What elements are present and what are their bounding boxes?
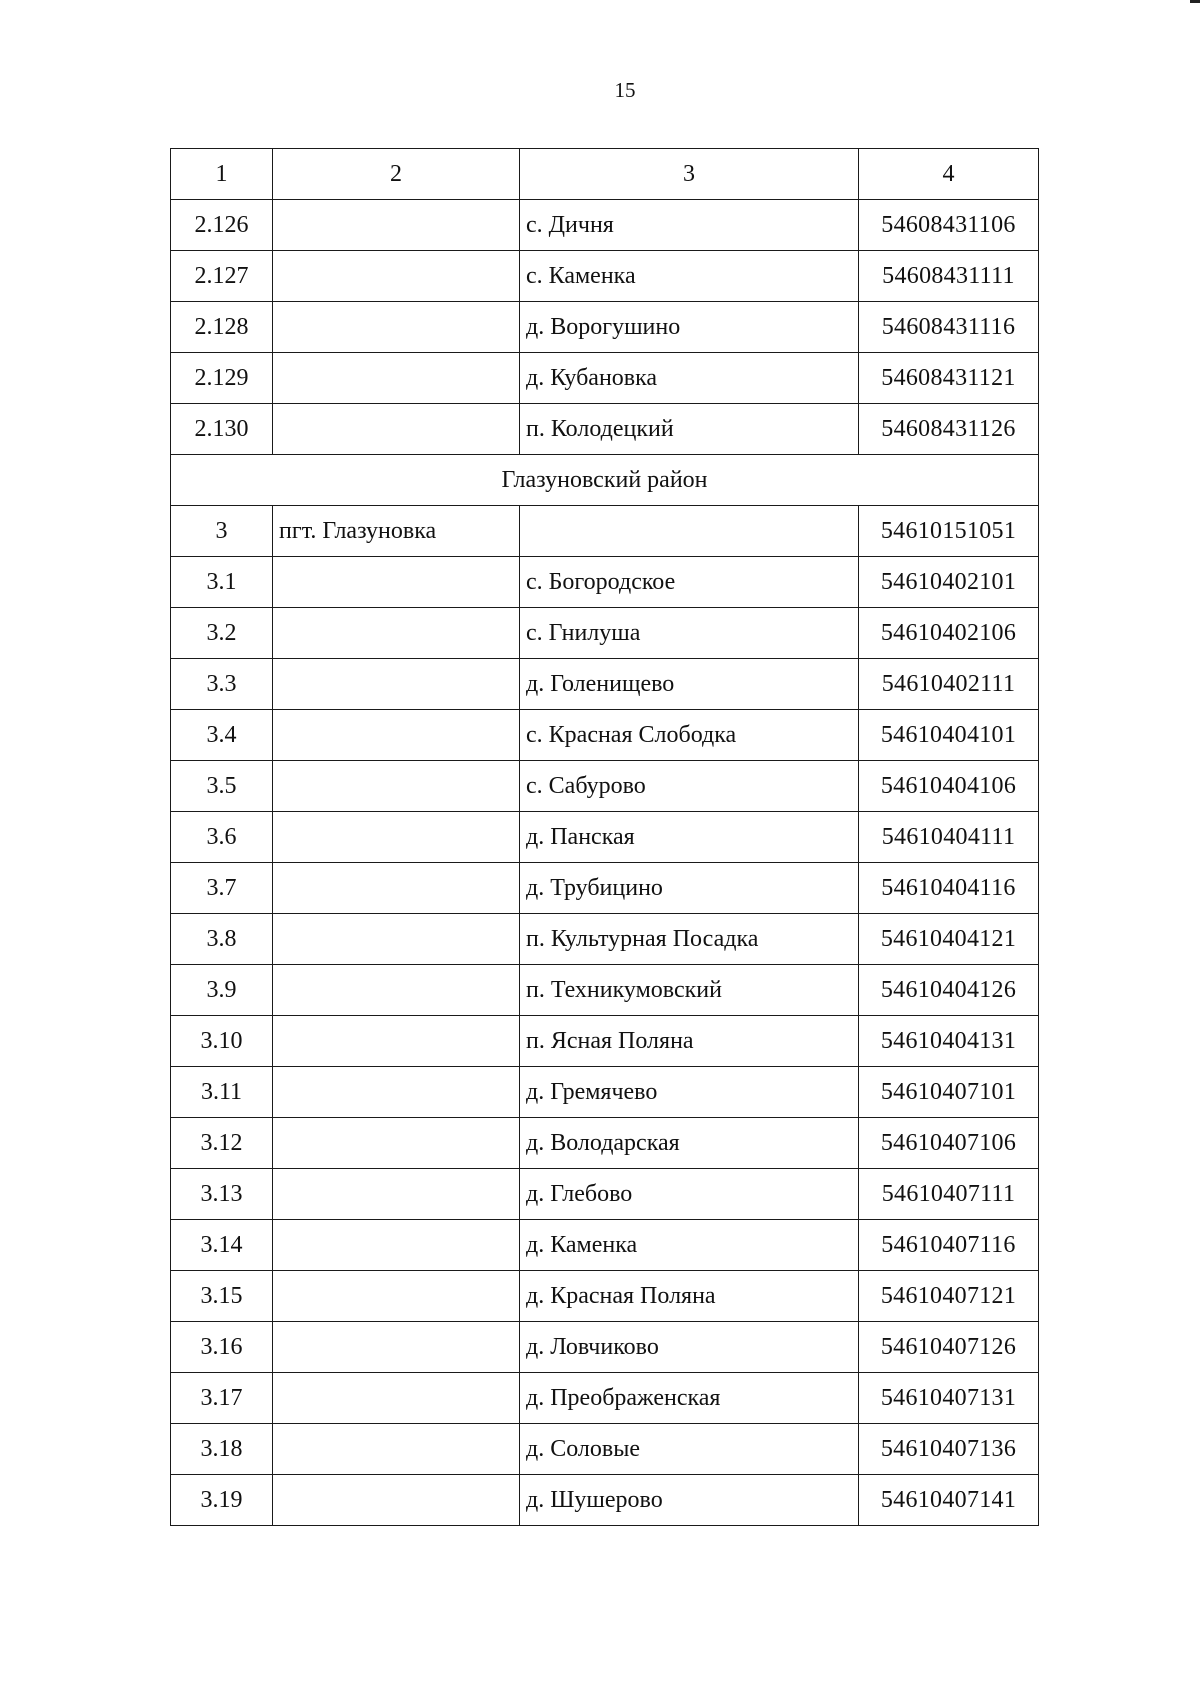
table-row — [171, 659, 1039, 710]
row-number: 3.16 — [171, 1322, 273, 1373]
settlement-name — [273, 1067, 520, 1118]
header-row — [171, 149, 1039, 200]
section-row — [171, 455, 1039, 506]
settlement-name: пгт. Глазуновка — [273, 506, 520, 557]
table-row — [171, 302, 1039, 353]
settlement-name — [273, 1322, 520, 1373]
place-name: д. Ворогушино — [520, 302, 859, 353]
row-number: 3.4 — [171, 710, 273, 761]
place-name: с. Каменка — [520, 251, 859, 302]
table-row — [171, 1067, 1039, 1118]
row-number: 3.8 — [171, 914, 273, 965]
table-row — [171, 404, 1039, 455]
settlement-name — [273, 863, 520, 914]
place-name: д. Каменка — [520, 1220, 859, 1271]
oktmo-code: 54610151051 — [859, 506, 1039, 557]
row-number: 3.11 — [171, 1067, 273, 1118]
table-row — [171, 1373, 1039, 1424]
oktmo-code: 54610404106 — [859, 761, 1039, 812]
table-body — [171, 149, 1039, 1526]
section-title: Глазуновский район — [171, 455, 1039, 506]
place-name — [520, 506, 859, 557]
table-row — [171, 608, 1039, 659]
settlement-name — [273, 1424, 520, 1475]
place-name: с. Дичня — [520, 200, 859, 251]
settlement-name — [273, 557, 520, 608]
row-number: 3.5 — [171, 761, 273, 812]
place-name: д. Трубицино — [520, 863, 859, 914]
row-number: 3.6 — [171, 812, 273, 863]
table-row — [171, 1118, 1039, 1169]
settlement-name — [273, 1118, 520, 1169]
settlement-name — [273, 1271, 520, 1322]
settlement-name — [273, 659, 520, 710]
column-header-3: 3 — [520, 149, 859, 200]
place-name: д. Панская — [520, 812, 859, 863]
table-row — [171, 1475, 1039, 1526]
table-row — [171, 200, 1039, 251]
place-name: с. Богородское — [520, 557, 859, 608]
place-name: д. Ловчиково — [520, 1322, 859, 1373]
place-name: д. Глебово — [520, 1169, 859, 1220]
oktmo-code: 54608431106 — [859, 200, 1039, 251]
row-number: 2.127 — [171, 251, 273, 302]
settlement-name — [273, 914, 520, 965]
oktmo-code: 54610404126 — [859, 965, 1039, 1016]
settlement-name — [273, 1373, 520, 1424]
table-row — [171, 761, 1039, 812]
settlement-name — [273, 812, 520, 863]
row-number: 3.10 — [171, 1016, 273, 1067]
scan-corner-mark — [1190, 0, 1200, 3]
settlement-name — [273, 251, 520, 302]
settlement-name — [273, 761, 520, 812]
oktmo-code: 54610407131 — [859, 1373, 1039, 1424]
row-number: 3.14 — [171, 1220, 273, 1271]
row-number: 3.12 — [171, 1118, 273, 1169]
oktmo-code: 54610407101 — [859, 1067, 1039, 1118]
settlement-name — [273, 353, 520, 404]
oktmo-code: 54610407106 — [859, 1118, 1039, 1169]
oktmo-code: 54610407111 — [859, 1169, 1039, 1220]
place-name: п. Техникумовский — [520, 965, 859, 1016]
column-header-4: 4 — [859, 149, 1039, 200]
settlement-name — [273, 302, 520, 353]
row-number: 3.18 — [171, 1424, 273, 1475]
settlement-name — [273, 1220, 520, 1271]
oktmo-code: 54610407136 — [859, 1424, 1039, 1475]
table-row — [171, 506, 1039, 557]
row-number: 3 — [171, 506, 273, 557]
row-number: 2.126 — [171, 200, 273, 251]
settlement-name — [273, 1016, 520, 1067]
table-row — [171, 965, 1039, 1016]
column-header-1: 1 — [171, 149, 273, 200]
table-row — [171, 812, 1039, 863]
oktmo-code: 54610407116 — [859, 1220, 1039, 1271]
settlement-name — [273, 1475, 520, 1526]
row-number: 3.17 — [171, 1373, 273, 1424]
oktmo-code: 54610402106 — [859, 608, 1039, 659]
place-name: с. Сабурово — [520, 761, 859, 812]
place-name: с. Гнилуша — [520, 608, 859, 659]
place-name: д. Володарская — [520, 1118, 859, 1169]
settlement-name — [273, 710, 520, 761]
table-row — [171, 251, 1039, 302]
column-header-2: 2 — [273, 149, 520, 200]
oktmo-code: 54610402111 — [859, 659, 1039, 710]
oktmo-code: 54610407126 — [859, 1322, 1039, 1373]
row-number: 2.128 — [171, 302, 273, 353]
table-row — [171, 353, 1039, 404]
table-row — [171, 1424, 1039, 1475]
table-row — [171, 863, 1039, 914]
row-number: 3.15 — [171, 1271, 273, 1322]
oktmo-code: 54610404111 — [859, 812, 1039, 863]
settlement-name — [273, 200, 520, 251]
oktmo-code: 54608431121 — [859, 353, 1039, 404]
settlement-name — [273, 1169, 520, 1220]
oktmo-code: 54610407141 — [859, 1475, 1039, 1526]
row-number: 2.129 — [171, 353, 273, 404]
place-name: д. Красная Поляна — [520, 1271, 859, 1322]
place-name: д. Шушерово — [520, 1475, 859, 1526]
place-name: д. Кубановка — [520, 353, 859, 404]
oktmo-code: 54610402101 — [859, 557, 1039, 608]
table-row — [171, 1169, 1039, 1220]
oktmo-code: 54608431111 — [859, 251, 1039, 302]
oktmo-code: 54610404131 — [859, 1016, 1039, 1067]
row-number: 2.130 — [171, 404, 273, 455]
row-number: 3.9 — [171, 965, 273, 1016]
row-number: 3.7 — [171, 863, 273, 914]
settlement-name — [273, 608, 520, 659]
table-row — [171, 557, 1039, 608]
settlement-name — [273, 404, 520, 455]
place-name: д. Преображенская — [520, 1373, 859, 1424]
row-number: 3.1 — [171, 557, 273, 608]
row-number: 3.13 — [171, 1169, 273, 1220]
row-number: 3.2 — [171, 608, 273, 659]
place-name: д. Гремячево — [520, 1067, 859, 1118]
table-row — [171, 710, 1039, 761]
table-row — [171, 1220, 1039, 1271]
oktmo-code: 54610404101 — [859, 710, 1039, 761]
place-name: п. Культурная Посадка — [520, 914, 859, 965]
oktmo-code: 54608431126 — [859, 404, 1039, 455]
row-number: 3.3 — [171, 659, 273, 710]
place-name: д. Голенищево — [520, 659, 859, 710]
table-row — [171, 1322, 1039, 1373]
table-row — [171, 1016, 1039, 1067]
place-name: п. Ясная Поляна — [520, 1016, 859, 1067]
place-name: д. Соловые — [520, 1424, 859, 1475]
settlement-name — [273, 965, 520, 1016]
place-name: п. Колодецкий — [520, 404, 859, 455]
row-number: 3.19 — [171, 1475, 273, 1526]
place-name: с. Красная Слободка — [520, 710, 859, 761]
oktmo-code: 54610404116 — [859, 863, 1039, 914]
settlements-table — [170, 148, 1039, 1526]
table-row — [171, 914, 1039, 965]
page-number: 15 — [614, 78, 636, 102]
oktmo-code: 54610404121 — [859, 914, 1039, 965]
oktmo-code: 54610407121 — [859, 1271, 1039, 1322]
oktmo-code: 54608431116 — [859, 302, 1039, 353]
table-row — [171, 1271, 1039, 1322]
